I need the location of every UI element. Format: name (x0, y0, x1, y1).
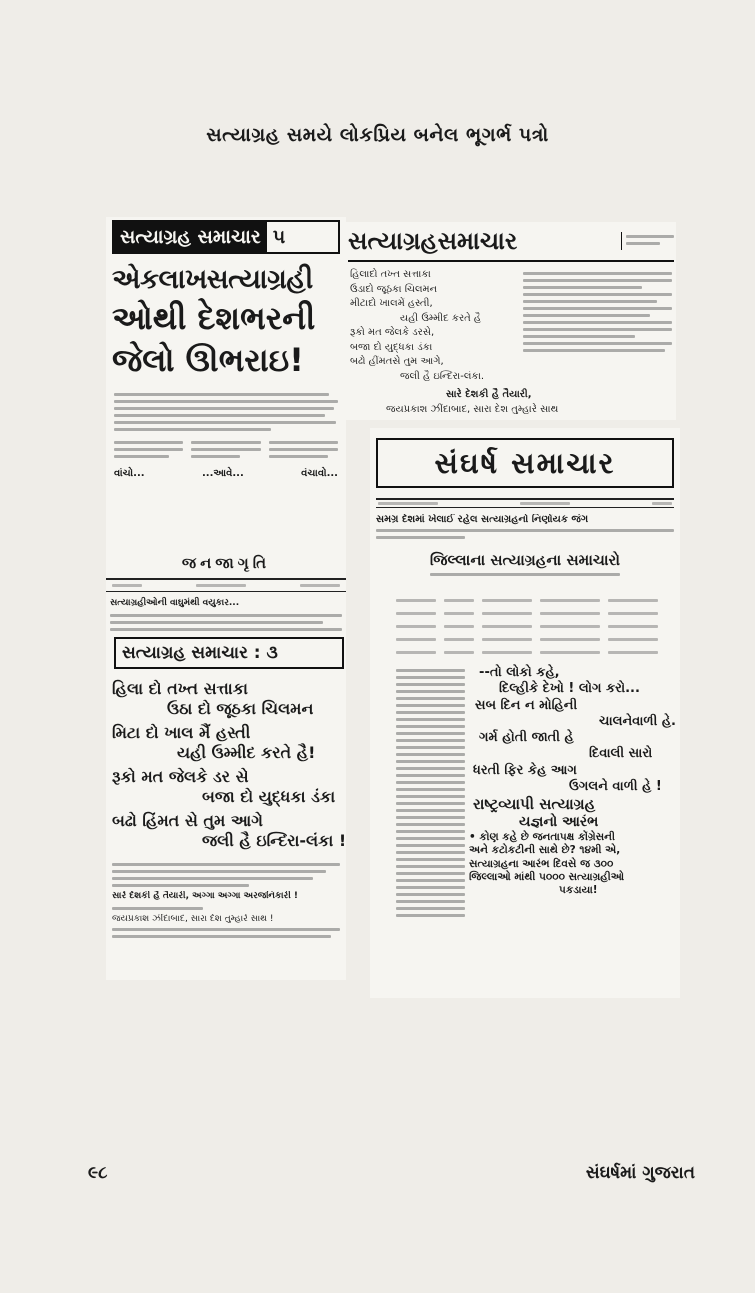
poem-c-line-2: ઉઠા દો જૂઠકા ચિલમન (167, 699, 314, 718)
verse-b-7: બઢો હીંમતસે તુમ આગે, (350, 356, 444, 367)
poem-c-line-8: જલી હૈ ઇન્દિરા-લંકા ! (202, 831, 346, 850)
poem-c-line-1: હિલા દો તખ્ત સત્તાકા (112, 679, 248, 698)
footer-a-right: વંચાવો... (301, 467, 338, 479)
poem-c-line-4: યહી ઉમ્મીદ કરતે હૈ! (177, 743, 316, 762)
masthead-d-title: સંઘર્ષ સમાચાર (434, 446, 616, 480)
masthead-a-title: સત્યાગ્રહ સમાચાર (114, 222, 267, 252)
hand-d-7: ધરતી ફિર કેહ આગ (473, 762, 577, 778)
verse-b-8: જલી હૈ ઇન્દિરા-લંકા. (400, 370, 485, 382)
masthead-b (348, 222, 674, 262)
hand-d-10: યજ્ઞનો આરંભ (519, 813, 599, 830)
district-table-col (396, 665, 465, 921)
hand-d-13: સત્યાગ્રહના આરંભ દિવસે જ ૩૦૦ (469, 857, 614, 870)
headline-a (106, 257, 346, 379)
hand-d-14: જિલ્લાઓ માંથી ૫૦૦૦ સત્યાગ્રહીઓ (469, 870, 625, 883)
masthead-c (114, 637, 344, 669)
verse-b-3: મીટાદો ખાલમેં હસ્તી, (350, 298, 433, 309)
masthead-a (112, 220, 340, 254)
verse-b-4: યહી ઉમ્મીદ કરતે હૈ (400, 312, 482, 324)
hand-d-5: ગર્મ હોતી જાતી હે (479, 730, 574, 745)
page-title: સત્યાગ્રહ સમયે લોકપ્રિય બનેલ ભૂગર્ભ પત્રો (206, 124, 549, 146)
masthead-b-title: સત્યાગ્રહસમાચાર (348, 227, 518, 255)
verse-b-2: ઉડાદો જૂઠકા ચિલમન (350, 283, 438, 295)
poem-c-line-3: મિટા દો ખાલ મૈં હસ્તી (112, 723, 251, 742)
poem-c-line-6: બજા દો યુદ્ધકા ડંકા (202, 787, 336, 806)
footer-a-left: વાંચો... (114, 467, 145, 479)
verse-b-1: હિલાદો તખ્ત સત્તાકા (350, 269, 431, 280)
headline-a-line-1: એકલાખસત્યાગ્રહી (112, 264, 313, 295)
lead-d: સમગ્ર દેશમાં ખેલાઈ રહેલ સત્યાગ્રહનો નિર્ણાયક જંગ (376, 514, 589, 525)
hand-d-1: --તો લોકો કહે, (479, 665, 560, 680)
hand-d-3: સબ દિન ન મોહિની (475, 697, 578, 713)
clipping-janjagruti (106, 552, 346, 980)
hand-d-9: રાષ્ટ્રવ્યાપી સત્યાગ્રહ (473, 795, 596, 813)
body-text-a (106, 379, 346, 479)
hand-d-12: અને કટોકટીની સાથે છે? ૧૪મી એ, (469, 844, 621, 857)
hand-d-15: પકડાયા! (559, 883, 598, 896)
verse-b-6: બજા દો યુદ્ધકા ડંકા (350, 341, 433, 353)
closing-c: સારે દેશકી હૈ તૈયારી, અગ્ગા અગ્ગા અરજનિકારી ! (112, 891, 299, 901)
verses-b (350, 268, 515, 384)
section-title-d: જિલ્લાના સત્યાગ્રહના સમાચારો (429, 551, 621, 569)
headline-a-line-2: ઓથી દેશભરની (112, 299, 316, 338)
book-title: સંઘર્ષમાં ગુજરાત (585, 1163, 695, 1183)
poem-c-line-5: રૂકો મત જેલકે ડર સે (112, 767, 249, 786)
verse-b-9: સારે દેશકી હૈ તૈયારી, (446, 389, 532, 400)
hand-d-2: દિલ્હીકે દેખો ! લોગ કરો... (499, 681, 640, 697)
page-number: ૯૮ (88, 1163, 108, 1183)
hand-d-11: • કોણ કહે છે જનતાપક્ષ કોંગ્રેસની (469, 831, 615, 844)
clipping-sangharsh-samachar (370, 428, 680, 998)
masthead-c-title: સત્યાગ્રહ સમાચાર : ૩ (122, 643, 278, 663)
district-table (370, 580, 680, 659)
footer-c: જયપ્રકાશ ઝીંદાબાદ, સારા દેશ તુમ્હારે સાથ ! (112, 914, 274, 924)
masthead-a-number: ૫ (272, 226, 286, 248)
hand-d-6: દિવાલી સારો (589, 746, 653, 762)
clipping-satyagraha-samachar-5 (106, 217, 346, 552)
hand-d-4: ચાલનેવાળી હે. (599, 713, 676, 729)
subhead-c: સત્યાગ્રહીઓની વાઘુમંથી વયુકાર... (110, 598, 240, 608)
headline-a-line-3: જેલો ઊભરાઇ! (112, 341, 304, 380)
clipping-satyagrahasamachar (346, 222, 676, 420)
masthead-d (376, 438, 674, 488)
verse-b-10: જયપ્રકાશ ઝીંદાબાદ, સારા દેશ તુમ્હારે સાથ (386, 403, 559, 415)
hand-d-8: ઉગલને વાળી હે ! (569, 778, 662, 794)
handwritten-notes-d (469, 665, 676, 921)
verse-b-5: રૂકો મત જેલકે ડરસે, (350, 327, 435, 338)
footer-a-mid: ...આવે... (202, 467, 244, 479)
poem-c (106, 669, 346, 851)
poem-c-line-7: બઢો હિંમત સે તુમ આગે (112, 811, 263, 830)
nameplate-c: જનજાગૃતિ (181, 554, 271, 572)
